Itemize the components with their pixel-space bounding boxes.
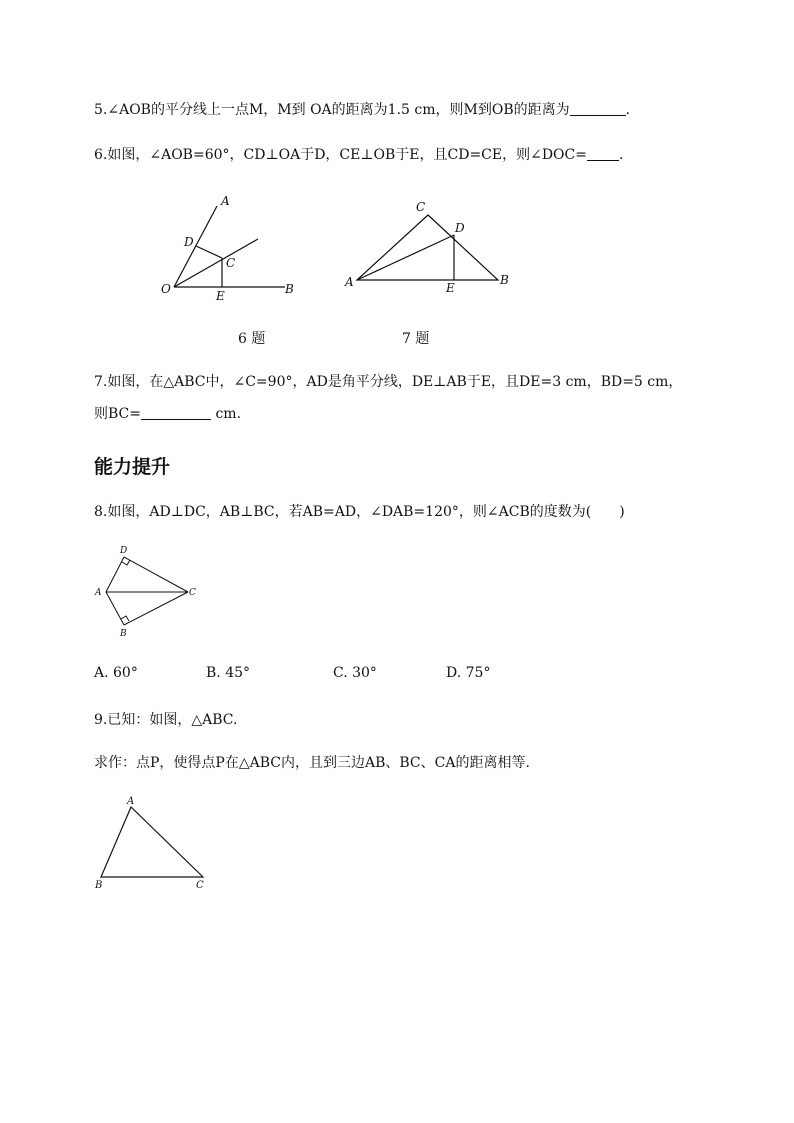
section-title: 能力提升	[94, 456, 171, 478]
figure-8	[106, 557, 188, 625]
segment-ad	[357, 235, 454, 280]
option-a[interactable]: A. 60°	[94, 665, 138, 681]
right-angle-mark-b	[121, 616, 129, 621]
triangle-abc	[101, 807, 203, 877]
question-7-line-2	[94, 404, 241, 424]
question-6-text: 6.如图，∠AOB=60°，CD⊥OA于D，CE⊥OB于E，且CD=CE，则∠DOC=	[94, 147, 587, 163]
label-d: D	[455, 221, 465, 235]
option-c[interactable]: C. 30°	[333, 665, 377, 681]
question-9-line-1: 9.已知：如图，△ABC.	[94, 712, 238, 728]
option-d[interactable]: D. 75°	[446, 665, 491, 681]
label-a: A	[221, 194, 230, 208]
question-5-text: 5.∠AOB的平分线上一点M，M到 OA的距离为1.5 cm，则M到OB的距离为	[94, 102, 570, 118]
segment-cd	[196, 246, 222, 258]
question-7-line-1: 7.如图，在△ABC中，∠C=90°，AD是角平分线，DE⊥AB于E，且DE=3 cm，BD=5 cm，	[94, 374, 683, 390]
segment-ad	[106, 557, 124, 592]
label-a: A	[127, 796, 135, 807]
label-a: A	[95, 588, 102, 598]
label-c: C	[226, 256, 236, 270]
question-8: 8.如图，AD⊥DC，AB⊥BC，若AB=AD，∠DAB=120°，则∠ACB的度数为( )	[94, 504, 625, 520]
label-a: A	[345, 275, 354, 289]
label-b: B	[120, 629, 127, 639]
label-c: C	[196, 880, 204, 891]
question-6-end: .	[618, 147, 624, 163]
figure-6-caption: 6 题	[238, 331, 266, 347]
figure-9	[101, 807, 203, 877]
label-b: B	[500, 273, 509, 287]
figure-7	[357, 215, 498, 280]
label-c: C	[189, 588, 196, 598]
question-7-unit: cm.	[211, 406, 242, 422]
segment-ab	[106, 592, 124, 625]
label-b: B	[95, 880, 103, 891]
question-5-end: .	[625, 102, 631, 118]
label-d: D	[120, 546, 128, 556]
label-b: B	[285, 282, 294, 296]
label-e: E	[216, 289, 225, 303]
label-c: C	[416, 200, 426, 214]
segment-dc	[124, 557, 188, 592]
label-e: E	[446, 281, 455, 295]
option-b[interactable]: B. 45°	[206, 665, 251, 681]
question-9-line-2: 求作：点P，使得点P在△ABC内，且到三边AB、BC、CA的距离相等.	[94, 755, 530, 771]
label-o: O	[161, 282, 171, 296]
segment-bc	[124, 592, 188, 625]
answer-blank[interactable]	[141, 405, 211, 420]
figure-7-caption: 7 题	[402, 331, 430, 347]
label-d: D	[184, 235, 194, 249]
question-7-prefix: 则BC=	[94, 406, 141, 422]
right-angle-mark-d	[122, 560, 130, 565]
